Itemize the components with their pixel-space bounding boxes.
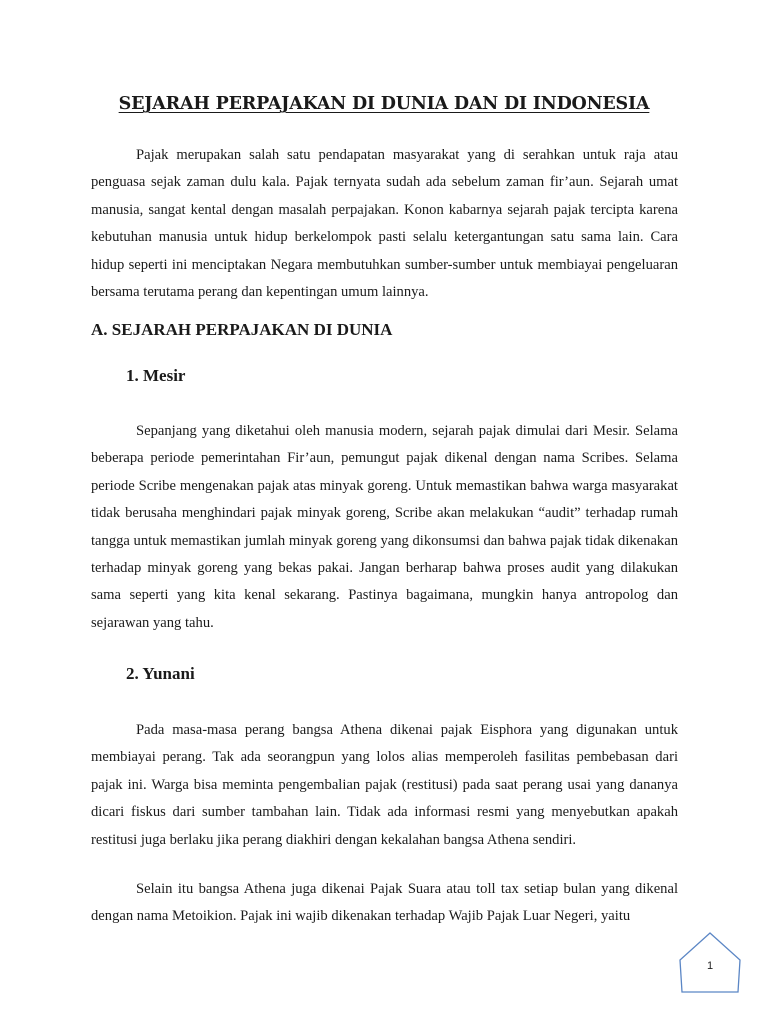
yunani-paragraph-2: Selain itu bangsa Athena juga dikenai Pajak Suara atau toll tax setiap bulan yang dikenal dengan nama Metoikion. Pajak ini wajib dikenakan terhadap Wajib Pajak Luar Negeri, yaitu xyxy=(91,881,678,925)
page-number: 1 xyxy=(706,960,714,972)
yunani-paragraph-1: Pada masa-masa perang bangsa Athena dikenai pajak Eisphora yang digunakan untuk membiayai perang. Tak ada seorangpun yang lolos alias memperoleh fasilitas pembebasan dari pajak ini. Warga bisa meminta pengembalian pajak (restitusi) pada saat perang usai yang dananya dicari fiskus dari sumber tambahan lain. Tidak ada informasi resmi yang menyebutkan apakah restitusi juga berlaku jika perang diakhiri dengan kekalahan bangsa Athena sendiri. xyxy=(91,722,678,848)
mesir-paragraph: Sepanjang yang diketahui oleh manusia modern, sejarah pajak dimulai dari Mesir. Selama beberapa periode pemerintahan Fir’aun, pemungut pajak dikenal dengan nama Scribes. Selama periode Scribe mengenakan pajak atas minyak goreng. Untuk memastikan bahwa warga masyarakat tidak berusaha menghindari pajak minyak goreng, Scribe akan melakukan “audit” terhadap rumah tangga untuk memastikan jumlah minyak goreng yang dikonsumsi dan bahwa pajak tidak dikenakan terhadap minyak goreng yang bekas pakai. Jangan berharap bahwa proses audit yang dilakukan sama seperti yang kita kenal sekarang. Pastinya bagaimana, mungkin hanya antropolog dan sejarawan yang tahu. xyxy=(91,423,678,631)
subheading-mesir: 1. Mesir xyxy=(126,366,186,385)
page-number-badge xyxy=(676,930,744,998)
document-title: SEJARAH PERPAJAKAN DI DUNIA DAN DI INDONESIA xyxy=(118,94,650,114)
intro-paragraph: Pajak merupakan salah satu pendapatan masyarakat yang di serahkan untuk raja atau penguasa sejak zaman dulu kala. Pajak ternyata sudah ada sebelum zaman fir’aun. Sejarah umat manusia, sangat kental dengan masalah perpajakan. Konon kabarnya sejarah pajak tercipta karena kebutuhan manusia untuk hidup berkelompok pasti selalu ketergantungan satu sama lain. Cara hidup seperti ini menciptakan Negara membutuhkan sumber-sumber untuk membiayai pengeluaran bersama terutama perang dan kepentingan umum lainnya. xyxy=(91,147,678,301)
section-heading-a: A. SEJARAH PERPAJAKAN DI DUNIA xyxy=(91,320,393,339)
subheading-yunani: 2. Yunani xyxy=(126,664,195,683)
